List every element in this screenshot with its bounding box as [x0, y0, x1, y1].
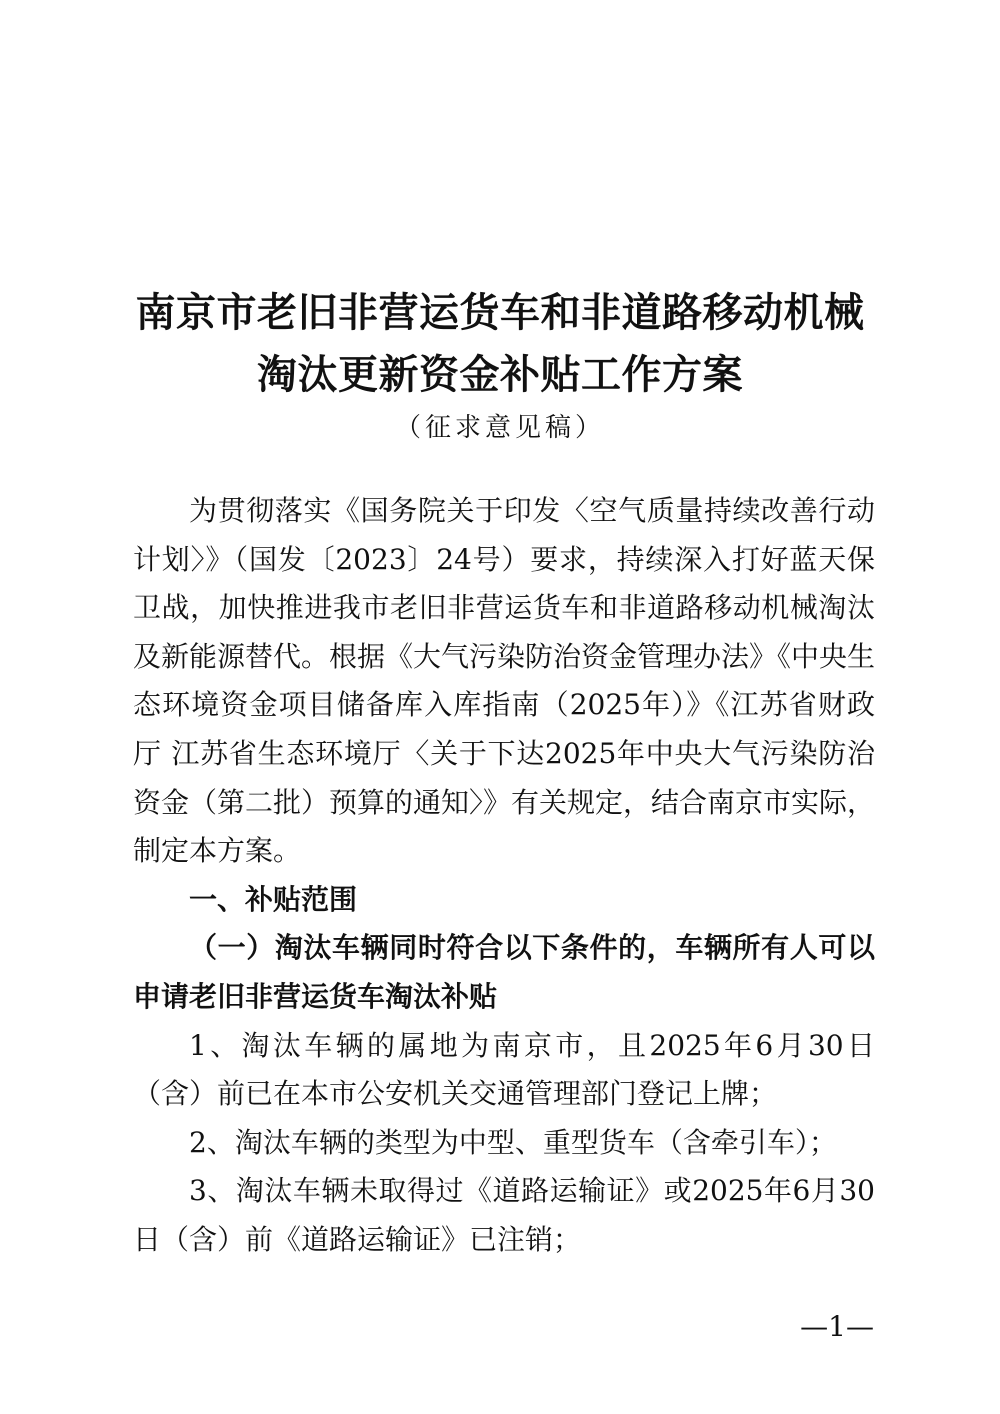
- document-title-line-1: 南京市老旧非营运货车和非道路移动机械: [135, 290, 865, 336]
- document-body: [133, 487, 875, 1265]
- intro-paragraph: 为贯彻落实《国务院关于印发〈空气质量持续改善行动计划〉》（国发〔2023〕24号）要求，持续深入打好蓝天保卫战，加快推进我市老旧非营运货车和非道路移动机械淘汰及新能源替代。根据《大气污染防治资金管理办法》《中央生态环境资金项目储备库入库指南（2025年）》《江苏省财政厅 江苏省生态环境厅〈关于下达2025年中央大气污染防治资金（第二批）预算的通知〉》有关规定，结合南京市实际，制定本方案。: [133, 494, 876, 868]
- condition-item-1: 1、淘汰车辆的属地为南京市，且2025年6月30日（含）前已在本市公安机关交通管理部门登记上牌；: [133, 1028, 875, 1111]
- document-subtitle: （征求意见稿）: [394, 413, 605, 443]
- section-heading-scope: 一、补贴范围: [189, 882, 358, 916]
- condition-item-2: 2、淘汰车辆的类型为中型、重型货车（含牵引车）；: [189, 1125, 837, 1159]
- condition-item-3: 3、淘汰车辆未取得过《道路运输证》或2025年6月30日（含）前《道路运输证》已注销；: [133, 1174, 875, 1256]
- document-title-line-2: 淘汰更新资金补贴工作方案: [257, 352, 743, 398]
- subsection-heading-truck-subsidy: （一）淘汰车辆同时符合以下条件的，车辆所有人可以申请老旧非营运货车淘汰补贴: [133, 931, 875, 1013]
- page-number: —1—: [800, 1310, 874, 1343]
- document-header: [0, 282, 1000, 452]
